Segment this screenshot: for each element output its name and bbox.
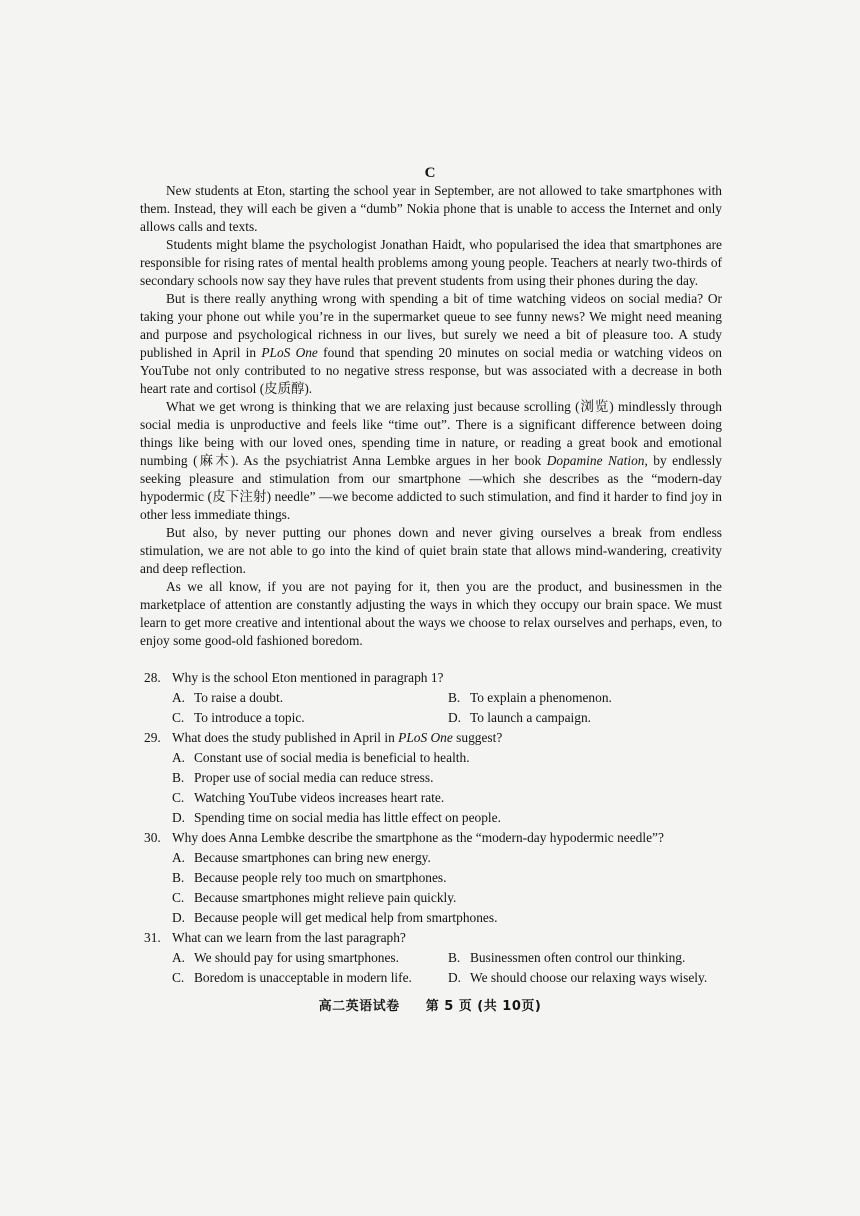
question-list <box>144 668 724 988</box>
option-letter: B. <box>448 690 461 705</box>
option-d[interactable] <box>448 708 724 728</box>
option-text: Because smartphones might relieve pain quickly. <box>194 890 457 905</box>
option-b[interactable] <box>448 688 724 708</box>
paragraph-3 <box>140 290 722 398</box>
option-letter: C. <box>172 970 185 985</box>
option-text: We should choose our relaxing ways wisely. <box>470 970 708 985</box>
question-number: 31. <box>144 930 161 945</box>
question-28 <box>144 668 724 728</box>
option-letter: C. <box>172 890 185 905</box>
option-d[interactable] <box>448 968 724 988</box>
option-text: To launch a campaign. <box>470 710 592 725</box>
journal-title: PLoS One <box>261 345 318 360</box>
option-c[interactable] <box>172 888 724 908</box>
question-number: 28. <box>144 670 161 685</box>
option-a[interactable] <box>172 848 724 868</box>
option-d[interactable] <box>172 908 724 928</box>
option-text: Because people rely too much on smartphones. <box>194 870 447 885</box>
paragraph-1: New students at Eton, starting the school year in September, are not allowed to take smartphones with them. Instead, they will each be given a “dumb” Nokia phone that is unable to access the Internet and only allows calls and texts. <box>140 183 722 234</box>
question-stem-text: What does the study published in April in <box>172 730 399 745</box>
question-stem-text-end: suggest? <box>452 730 503 745</box>
question-stem: Why does Anna Lembke describe the smartphone as the “modern-day hypodermic needle”? <box>172 830 664 845</box>
question-31 <box>144 928 724 988</box>
page-number: 第 5 页 (共 10页) <box>425 999 542 1014</box>
option-b[interactable] <box>172 768 724 788</box>
option-d[interactable] <box>172 808 724 828</box>
question-number: 30. <box>144 830 161 845</box>
section-heading: C <box>424 165 436 181</box>
option-letter: A. <box>172 750 186 765</box>
option-text: Businessmen often control our thinking. <box>470 950 686 965</box>
question-stem: Why is the school Eton mentioned in paragraph 1? <box>172 670 444 685</box>
option-letter: D. <box>172 910 186 925</box>
reading-passage <box>140 182 722 650</box>
book-title: Dopamine Nation <box>546 453 645 468</box>
option-letter: A. <box>172 950 186 965</box>
question-29 <box>144 728 724 828</box>
paragraph-6: As we all know, if you are not paying for it, then you are the product, and businessmen in the marketplace of attention are constantly adjusting the ways in which they occupy our brain space. We must learn to get more creative and intentional about the ways we choose to relax ourselves and perhaps, even, to enjoy some good-old fashioned boredom. <box>140 579 722 648</box>
option-c[interactable] <box>172 968 448 988</box>
option-text: Proper use of social media can reduce stress. <box>194 770 434 785</box>
option-letter: D. <box>172 810 186 825</box>
option-letter: D. <box>448 970 462 985</box>
option-text: Watching YouTube videos increases heart rate. <box>194 790 445 805</box>
option-c[interactable] <box>172 788 724 808</box>
question-stem <box>172 728 502 748</box>
option-a[interactable] <box>172 948 448 968</box>
paragraph-4 <box>140 398 722 524</box>
paragraph-3-text: But is there really anything wrong with spending a bit of time watching videos on social media? Or taking your phone out while you’re in the supermarket queue to see funny news? We might need meaning and purpose and psychological richness in our lives, but surely we need a bit of pleasure too. A study published in April in <box>140 291 722 360</box>
option-b[interactable] <box>172 868 724 888</box>
paragraph-4-text-end: , by endlessly seeking pleasure and stimulation from our smartphone —which she describes as the “modern-day hypodermic (皮下注射) needle” —we become addicted to such stimulation, and find it harder to find joy in other less immediate things. <box>140 453 723 522</box>
option-text: Constant use of social media is beneficial to health. <box>194 750 470 765</box>
option-text: To explain a phenomenon. <box>470 690 612 705</box>
paragraph-2: Students might blame the psychologist Jonathan Haidt, who popularised the idea that smartphones are responsible for rising rates of mental health problems among young people. Teachers at nearly two-thirds of secondary schools now say they have rules that prevent students from using their phones during the day. <box>140 237 722 288</box>
option-letter: B. <box>172 870 185 885</box>
paragraph-4-text: What we get wrong is thinking that we are relaxing just because scrolling (浏览) mindlessly through social media is unproductive and feels like “time out”. There is a significant difference between doing things like being with our loved ones, spending time in nature, or reading a great book and emotional numbing (麻木). As the psychiatrist Anna Lembke argues in her book <box>140 399 722 468</box>
option-letter: B. <box>172 770 185 785</box>
paragraph-5: But also, by never putting our phones down and never giving ourselves a break from endless stimulation, we are not able to go into the kind of quiet brain state that allows mind-wandering, creativity and deep reflection. <box>140 525 722 576</box>
option-text: Boredom is unacceptable in modern life. <box>194 970 412 985</box>
option-letter: A. <box>172 850 186 865</box>
option-letter: D. <box>448 710 462 725</box>
option-text: Because smartphones can bring new energy. <box>194 850 431 865</box>
journal-title: PLoS One <box>398 730 453 745</box>
option-letter: A. <box>172 690 186 705</box>
page-footer <box>0 995 860 1014</box>
option-a[interactable] <box>172 688 448 708</box>
option-text: To raise a doubt. <box>194 690 284 705</box>
option-letter: B. <box>448 950 461 965</box>
option-a[interactable] <box>172 748 724 768</box>
question-number: 29. <box>144 730 161 745</box>
option-text: To introduce a topic. <box>194 710 305 725</box>
question-30 <box>144 828 724 928</box>
option-text: We should pay for using smartphones. <box>194 950 399 965</box>
option-c[interactable] <box>172 708 448 728</box>
option-letter: C. <box>172 790 185 805</box>
question-stem: What can we learn from the last paragraph? <box>172 930 406 945</box>
option-letter: C. <box>172 710 185 725</box>
option-text: Spending time on social media has little effect on people. <box>194 810 501 825</box>
paragraph-3-text-end: found that spending 20 minutes on social media or watching videos on YouTube not only contributed to no negative stress response, but was associated with a decrease in both heart rate and cortisol (皮质醇). <box>140 345 722 396</box>
paper-title: 高二英语试卷 <box>318 999 400 1014</box>
option-text: Because people will get medical help from smartphones. <box>194 910 498 925</box>
option-b[interactable] <box>448 948 724 968</box>
